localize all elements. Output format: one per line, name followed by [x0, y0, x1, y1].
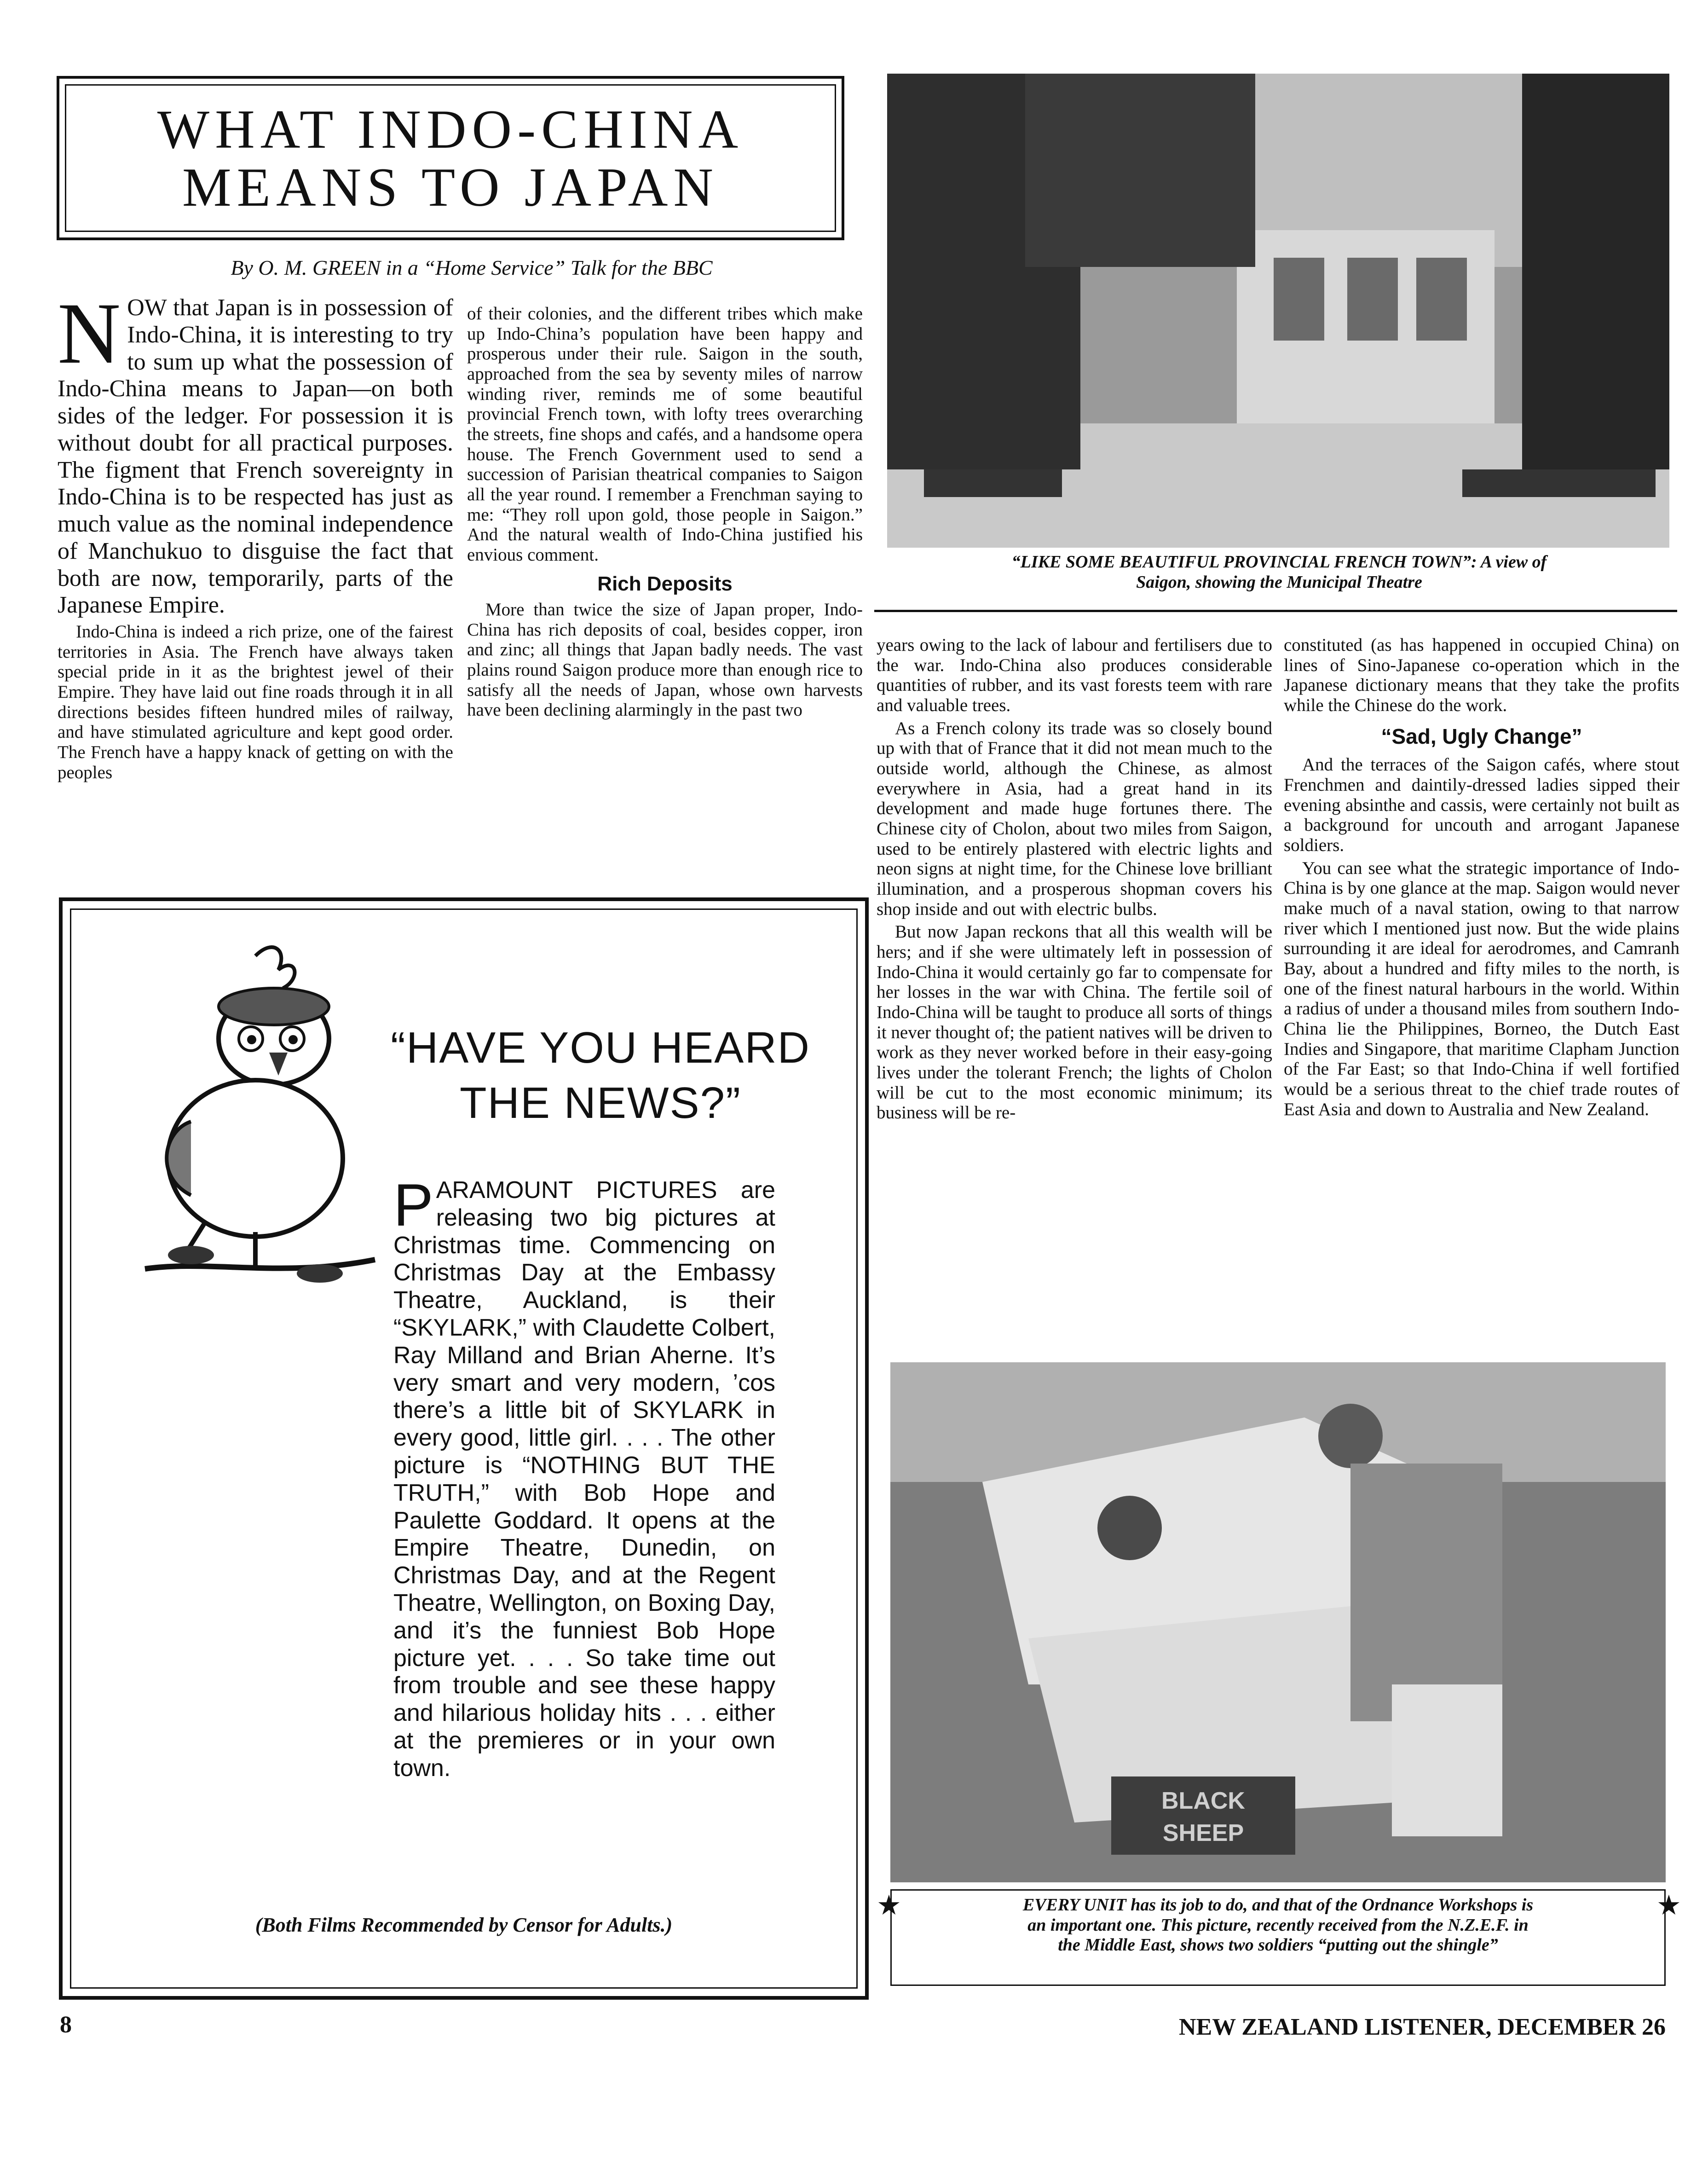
article-column-3 [877, 635, 1272, 1126]
photo-illustration [890, 1362, 1666, 1882]
article-column-1 [58, 285, 453, 785]
ad-body-text: ARAMOUNT PICTURES are releasing two big pictures at Christmas time. Commencing on Christmas Day at the Embassy Theatre, Auckland, is their “SKYLARK,” with Claudette Colbert, Ray Milland and Brian Aherne. It’s very smart and very modern, ’cos there’s a little bit of SKYLARK in every good, little girl. . . . The other picture is “NOTHING BUT THE TRUTH,” with Bob Hope and Paulette Goddard. It opens at the Empire Theatre, Dunedin, on Christmas Day, and at the Regent Theatre, Wellington, on Boxing Day, and it’s the funniest Bob Hope picture yet. . . . So take time out from trouble and see these happy and hilarious holiday hits . . . either at the premieres or in your own town. [393, 1177, 775, 1782]
caption-line: Saigon, showing the Municipal Theatre [1136, 572, 1422, 592]
photo1-caption [883, 552, 1675, 592]
article-lead-paragraph [58, 285, 453, 619]
crate-text-2: SHEEP [1162, 1820, 1244, 1846]
article-paragraph: More than twice the size of Japan proper, Indo-China has rich deposits of coal, besides copper, iron and zinc; all things that Japan badly needs. The vast plains round Saigon produce more than enough rice to satisfy all the needs of Japan, whose own harvests have been declining alarmingly in the past two [467, 600, 863, 720]
caption-line: EVERY UNIT has its job to do, and that of the Ordnance Workshops is [1022, 1895, 1534, 1915]
lead-text: OW that Japan is in possession of Indo-China, it is interesting to try to sum up what the possession of Indo-China means to Japan—on both sides of the ledger. For possession it is without doubt for all practical purposes. The figment that French sovereignty in Indo-China is to be respected has just as much value as the nominal independence of Manchukuo to disguise the fact that both are now, temporarily, parts of the Japanese Empire. [58, 295, 453, 619]
headline-line-2: MEANS TO JAPAN [182, 156, 719, 218]
page-number: 8 [60, 2012, 72, 2038]
crate-text-1: BLACK [1161, 1788, 1245, 1814]
article-paragraph: You can see what the strategic importance of Indo-China is by one glance at the map. Saigon would never make much of a naval station, owing to that narrow river which I mentioned just now. But the wide plains surrounding it are ideal for aerodromes, and Camranh Bay, about a hundred and fifty miles to the north, is one of the finest natural harbours in the world. Within a radius of under a thousand miles from southern Indo-China lie the Philippines, Borneo, the Dutch East Indies and Singapore, that maritime Clapham Junction of the Far East; so that Indo-China if well fortified would be a serious threat to the chief trade routes of East Asia and down to Australia and New Zealand. [1284, 858, 1679, 1119]
bird-icon [136, 937, 393, 1352]
ad-headline-line: THE NEWS?” [459, 1078, 742, 1128]
photo2-caption [892, 1891, 1664, 1956]
ad-footnote: (Both Films Recommended by Censor for Adults.) [255, 1914, 673, 1936]
publication-footer: NEW ZEALAND LISTENER, DECEMBER 26 [1178, 2014, 1666, 2040]
article-paragraph: But now Japan reckons that all this wealth will be hers; and if she were ultimately left in possession of Indo-China it would certainly go far to compensate for her losses in the war with China. The fertile soil of Indo-China will be taught to produce all sorts of things it never thought of; the patient natives will be driven to work as they never worked before in their easy-going lives under the tolerant French; the lights of Cholon will be cut to the most economic minimum; its business will be re- [877, 922, 1272, 1123]
article-paragraph: constituted (as has happened in occupied China) on lines of Sino-Japanese co-operation which in the Japanese dictionary means that they take the profits while the Chinese do the work. [1284, 635, 1679, 716]
star-icon: ★ [1656, 1890, 1681, 1921]
subhead-sad-ugly-change: “Sad, Ugly Change” [1381, 724, 1582, 748]
ordnance-workshop-photo [890, 1362, 1666, 1882]
paramount-advertisement [59, 897, 869, 2000]
article-paragraph: Indo-China is indeed a rich prize, one of the fairest territories in Asia. The French have always taken special pride in it as the brightest jewel of their Empire. They have laid out fine roads through it in all directions besides fifteen hundred miles of railway, and have stimulated agriculture and kept good order. The French have a happy knack of getting on with the peoples [58, 622, 453, 782]
headline-line-1: WHAT INDO-CHINA [157, 98, 744, 160]
divider-rule [874, 610, 1677, 612]
headline-box [57, 76, 844, 240]
article-paragraph: years owing to the lack of labour and fertilisers due to the war. Indo-China also produces considerable quantities of rubber, and its vast forests teem with rare and valuable trees. [877, 635, 1272, 716]
ad-drop-cap: P [393, 1171, 433, 1238]
byline: By O. M. GREEN in a “Home Service” Talk for the BBC [231, 256, 713, 279]
photo2-caption-box [890, 1889, 1666, 1986]
star-icon: ★ [877, 1890, 901, 1921]
photo-illustration [887, 74, 1669, 548]
caption-line: “LIKE SOME BEAUTIFUL PROVINCIAL FRENCH TOWN”: A view of [1011, 552, 1547, 572]
article-column-4 [1284, 635, 1679, 1122]
caption-line: an important one. This picture, recently received from the N.Z.E.F. in [1027, 1915, 1529, 1935]
article-paragraph: of their colonies, and the different tribes which make up Indo-China’s population have been happy and prosperous under their rule. Saigon in the south, approached from the sea by seventy miles of narrow winding river, reminds me of some beautiful provincial French town, with lofty trees overarching the streets, fine shops and cafés, and a handsome opera house. The French Government used to send a succession of Parisian theatrical companies to Saigon all the year round. I remember a Frenchman saying to me: “They roll upon gold, those people in Saigon.” And the natural wealth of Indo-China justified his envious comment. [467, 304, 863, 565]
subhead-rich-deposits: Rich Deposits [597, 572, 733, 595]
ad-headline [370, 1020, 831, 1131]
caption-line: the Middle East, shows two soldiers “putting out the shingle” [1058, 1935, 1498, 1955]
drop-cap: N [58, 285, 121, 382]
ad-body [393, 1171, 775, 1782]
article-paragraph: As a French colony its trade was so closely bound up with that of France that it did not mean much to the outside world, although the Chinese, as almost everywhere in Asia, had a great hand in its development and made huge fortunes there. The Chinese city of Cholon, about two miles from Saigon, used to be entirely plastered with electric lights and neon signs at night time, for the Chinese love brilliant illumination, and a prosperous shopman covers his shop inside and out with electric bulbs. [877, 718, 1272, 919]
saigon-theatre-photo [887, 74, 1669, 548]
ad-headline-line: “HAVE YOU HEARD [391, 1023, 810, 1072]
article-column-2 [467, 304, 863, 723]
article-paragraph: And the terraces of the Saigon cafés, where stout Frenchmen and daintily-dressed ladies sipped their evening absinthe and cassis, were certainly not built as a background for uncouth and arrogant Japanese soldiers. [1284, 755, 1679, 855]
